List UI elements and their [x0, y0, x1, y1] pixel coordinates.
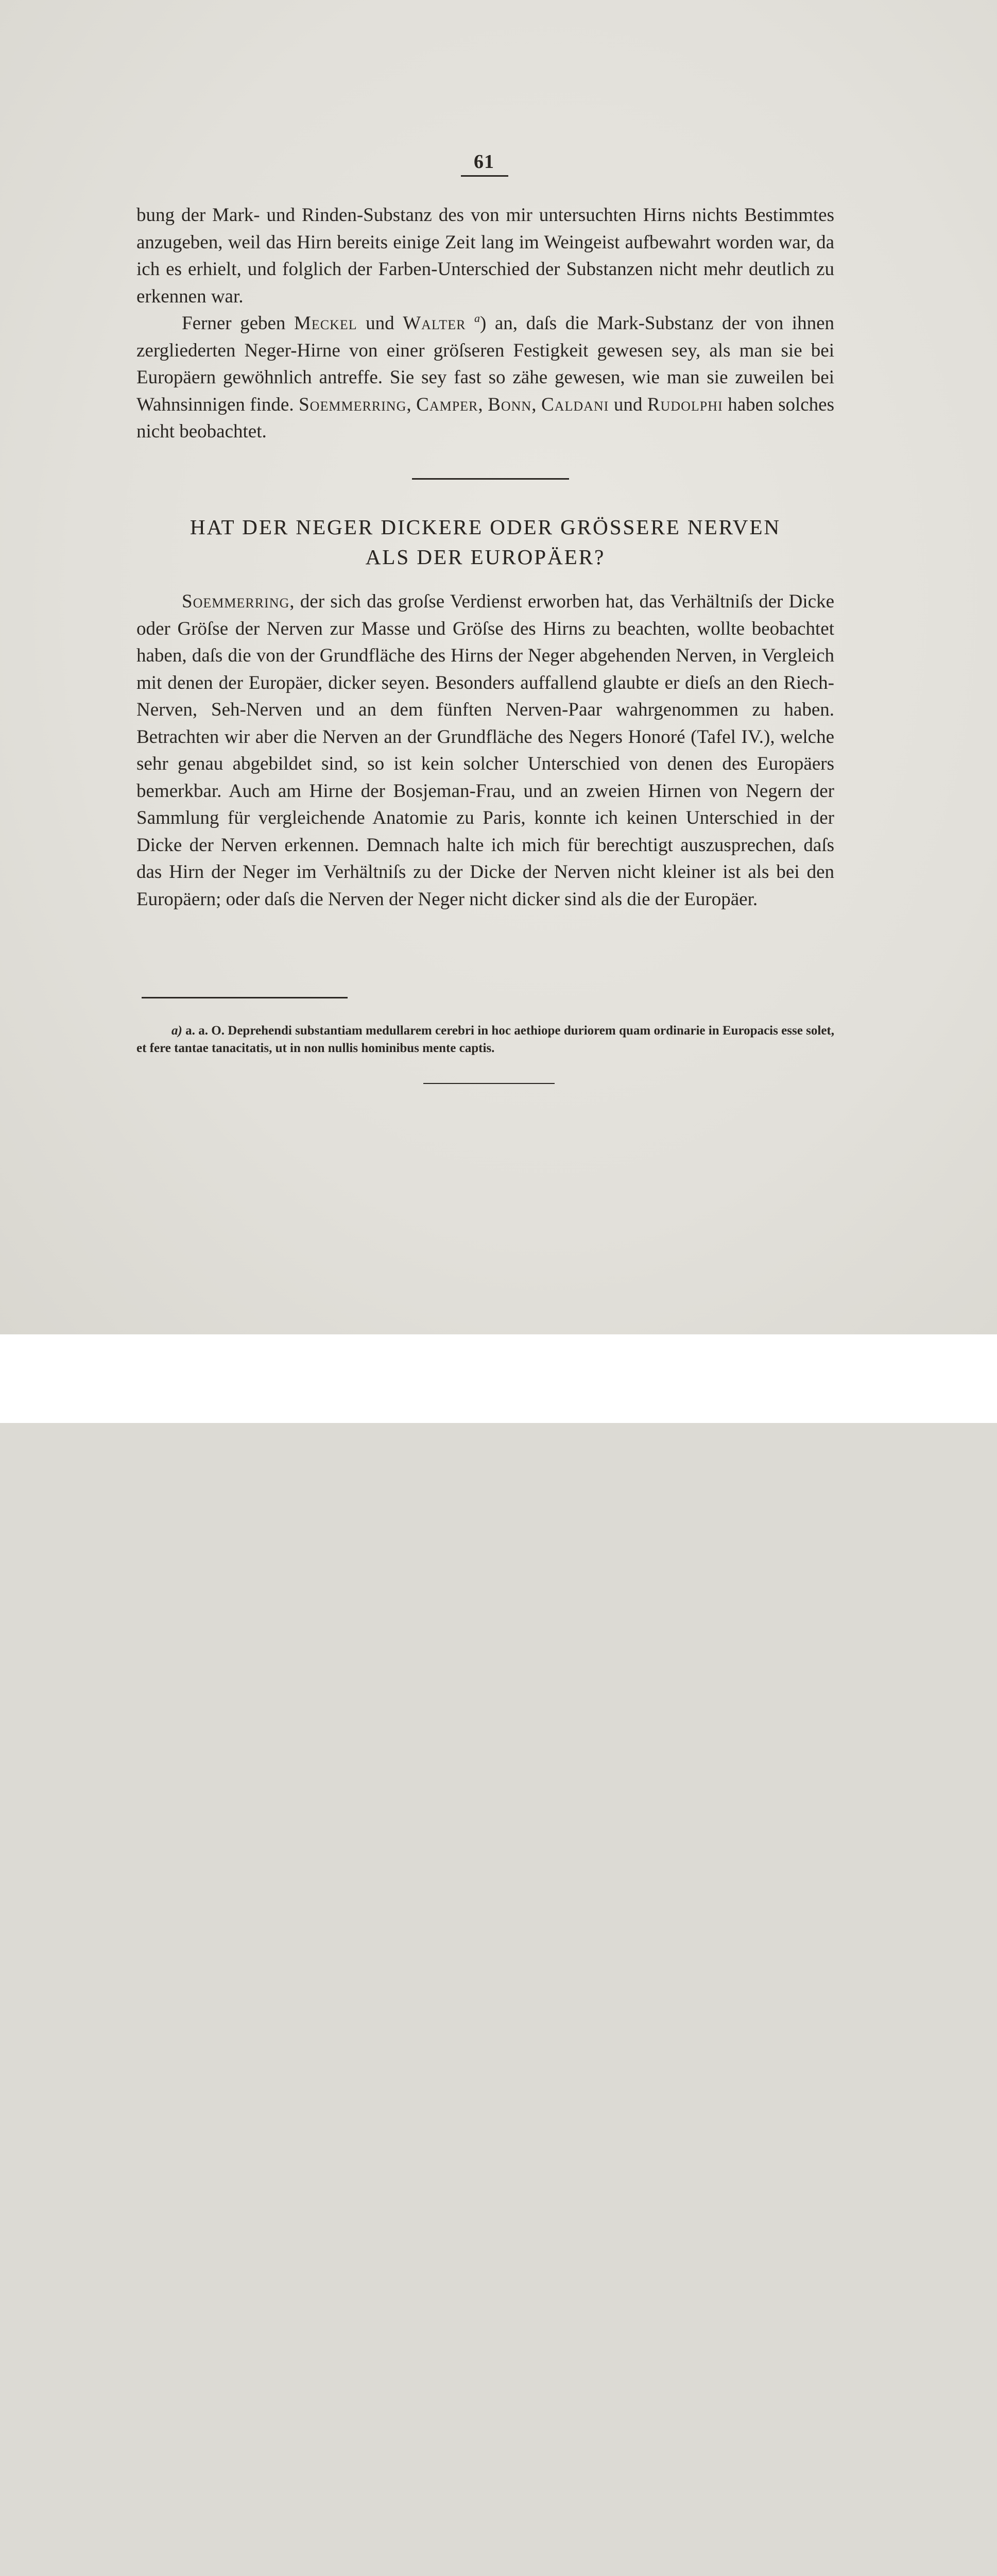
text-segment: und [357, 313, 403, 334]
footnote-reference: a [474, 312, 480, 325]
text-segment: , [478, 394, 488, 415]
footnote-separator [142, 997, 348, 998]
section-heading-line2: ALS DER EUROPÄER? [365, 545, 606, 569]
text-segment: , [531, 394, 541, 415]
page-number-underline [461, 175, 508, 177]
text-segment: , der sich das groſse Verdienst erworben hat, das Verhältniſs der Dicke oder Gröſse der Nerven zur Masse und Gröſse des Hirns zu beachten, wollte beobachtet haben, daſs die von der Grundfläche des Hirns der Neger abgehenden Nerven, in Vergleich mit denen der Europäer, dicker seyen. Besonders auffallend glaubte er dieſs an den Riech-Nerven, Seh-Nerven und an dem fünften Nerven-Paar wahrgenommen zu haben. Betrachten wir aber die Nerven an der Grundfläche des Negers Honoré (Tafel IV.), welche sehr genau abgebildet sind, so ist kein solcher Unterschied von denen des Europäers bemerkbar. Auch am Hirne der Bosjeman-Frau, und an zweien Hirnen von Negern der Sammlung für vergleichende Anatomie zu Paris, konnte ich keinen Unterschied in der Dicke der Nerven erkennen. Demnach halte ich mich für berechtigt auszusprechen, daſs das Hirn der Neger im Verhältniſs zu der Dicke der Nerven nicht kleiner ist als bei den Europäern; oder daſs die Nerven der Neger nicht dicker sind als die der Europäer. [136, 591, 834, 910]
text-segment: ) an, daſs die Mark-Substanz der von ihnen zergliederten Neger-Hirne von einer gröſseren Festigkeit gewesen sey, als man sie bei Europäern gewöhnlich antreffe. Sie sey fast so zähe gewesen, wie man sie zuweilen bei Wahnsinnigen finde. [136, 313, 835, 415]
paragraph-meckel-walter [136, 310, 834, 446]
section-heading-line1: HAT DER NEGER DICKERE ODER GRÖSSERE NERVEN [190, 515, 781, 539]
page-number: 61 [474, 151, 494, 173]
name-bonn: Bonn [488, 394, 532, 415]
text-segment: und [609, 394, 647, 415]
name-meckel: Meckel [294, 313, 357, 334]
text-segment: Ferner geben [182, 313, 294, 334]
name-camper: Camper [416, 394, 478, 415]
name-soemmerring: Soemmerring [182, 591, 290, 612]
footnote [136, 1022, 834, 1057]
name-walter: Walter [403, 313, 466, 334]
text-segment: haben solches nicht beobachtet. [136, 394, 834, 442]
footer-bar [0, 1334, 997, 1423]
section-divider [412, 478, 569, 480]
name-caldani: Caldani [541, 394, 609, 415]
name-soemmerring: Soemmerring [299, 394, 407, 415]
text-segment: , [406, 394, 417, 415]
end-rule [423, 1083, 555, 1084]
footnote-text: a. a. O. Deprehendi substantiam medullarem cerebri in hoc aethiope duriorem quam ordinarie in Europacis esse solet, et fere tantae tanacitatis, ut in non nullis hominibus mente captis. [136, 1024, 834, 1055]
name-rudolphi: Rudolphi [647, 394, 723, 415]
footnote-mark: a) [171, 1024, 182, 1038]
paragraph-nerves [136, 588, 834, 913]
paragraph-continuation: bung der Mark- und Rinden-Substanz des von mir untersuchten Hirns nichts Bestimmtes anzugeben, weil das Hirn bereits einige Zeit lang im Weingeist aufbewahrt worden war, da ich es erhielt, und folglich der Farben-Unterschied der Substanzen nicht mehr deutlich zu erkennen war. [136, 205, 834, 307]
